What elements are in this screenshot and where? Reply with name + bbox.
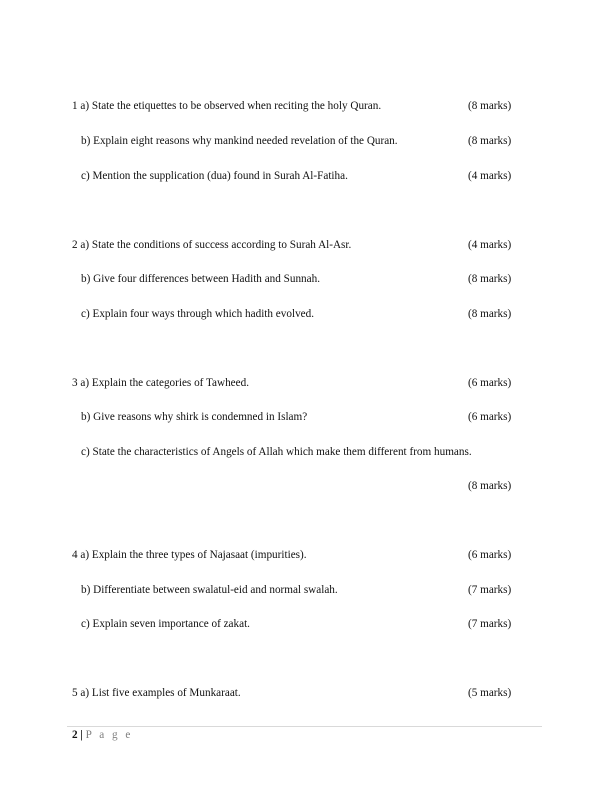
footer-separator: | [80,729,83,741]
question-5a: 5 a) List five examples of Munkaraat. [72,687,241,699]
question-1a-marks: (8 marks) [468,100,512,112]
question-1c-marks: (4 marks) [468,170,512,182]
question-3b: b) Give reasons why shirk is condemned in Islam? [81,411,308,423]
question-2a-marks: (4 marks) [468,239,512,251]
footer-divider [67,726,542,727]
question-4a-marks: (6 marks) [468,549,512,561]
question-3a: 3 a) Explain the categories of Tawheed. [72,377,250,389]
question-2c: c) Explain four ways through which hadith evolved. [81,308,315,320]
question-1c: c) Mention the supplication (dua) found in Surah Al-Fatiha. [81,170,348,182]
question-4c: c) Explain seven importance of zakat. [81,618,250,630]
question-4b-marks: (7 marks) [468,584,512,596]
question-3a-marks: (6 marks) [468,377,512,389]
question-3c-marks: (8 marks) [468,480,512,492]
page-label: P a g e [85,729,133,741]
question-1b: b) Explain eight reasons why mankind needed revelation of the Quran. [81,135,398,147]
question-2c-marks: (8 marks) [468,308,512,320]
question-3c: c) State the characteristics of Angels of Allah which make them different from humans. [81,446,472,458]
question-1b-marks: (8 marks) [468,135,512,147]
question-2b: b) Give four differences between Hadith and Sunnah. [81,273,321,285]
page-number: 2 [72,729,78,741]
question-3b-marks: (6 marks) [468,411,512,423]
question-4a: 4 a) Explain the three types of Najasaat (impurities). [72,549,307,561]
question-5a-marks: (5 marks) [468,687,512,699]
page-footer [72,729,133,741]
question-1a: 1 a) State the etiquettes to be observed when reciting the holy Quran. [72,100,382,112]
question-4c-marks: (7 marks) [468,618,512,630]
question-2b-marks: (8 marks) [468,273,512,285]
question-4b: b) Differentiate between swalatul-eid and normal swalah. [81,584,338,596]
question-2a: 2 a) State the conditions of success according to Surah Al-Asr. [72,239,352,251]
